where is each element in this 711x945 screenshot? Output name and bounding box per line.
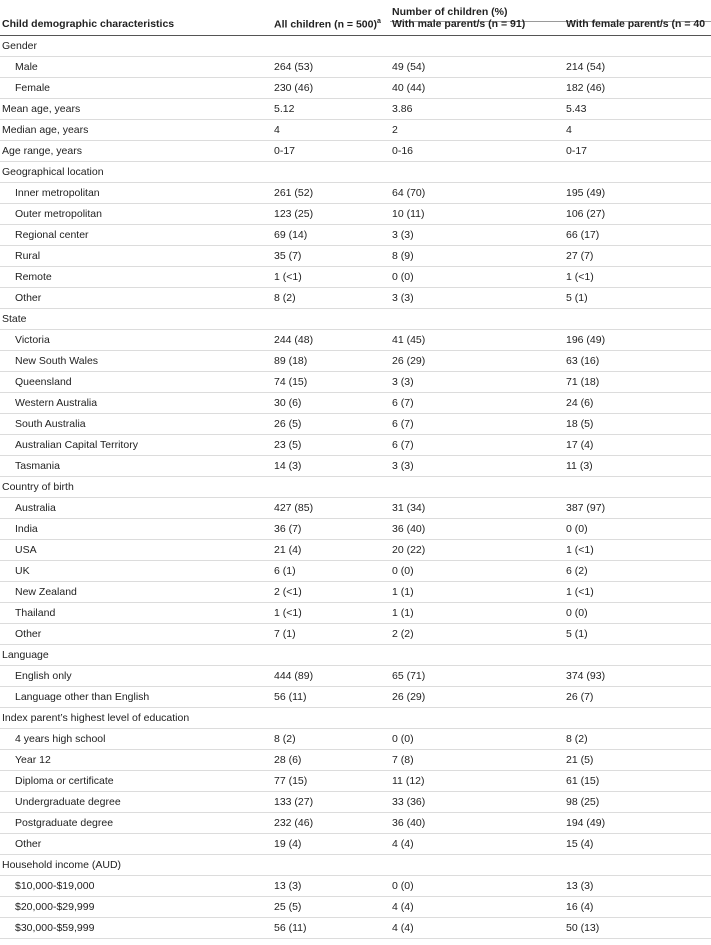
header-all-children-text: All children (n = 500) <box>274 18 377 31</box>
table-header <box>0 0 711 38</box>
cell-all-children: 232 (46) <box>274 817 314 829</box>
cell-male-parents: 26 (29) <box>392 691 426 703</box>
cell-female-parents: 195 (49) <box>566 187 606 199</box>
row-label: Diploma or certificate <box>15 775 114 787</box>
table-row <box>0 750 711 771</box>
table-row <box>0 918 711 939</box>
cell-male-parents: 0-16 <box>392 145 414 157</box>
row-label: Rural <box>15 250 41 262</box>
row-label: Other <box>15 838 42 850</box>
cell-male-parents: 64 (70) <box>392 187 426 199</box>
row-label: Other <box>15 292 42 304</box>
table-row <box>0 498 711 519</box>
section-row <box>0 162 711 183</box>
cell-all-children: 74 (15) <box>274 376 308 388</box>
table-row <box>0 57 711 78</box>
cell-male-parents: 6 (7) <box>392 439 414 451</box>
cell-female-parents: 50 (13) <box>566 922 600 934</box>
table-row <box>0 834 711 855</box>
cell-male-parents: 7 (8) <box>392 754 414 766</box>
table-row <box>0 687 711 708</box>
cell-all-children: 25 (5) <box>274 901 302 913</box>
cell-female-parents: 8 (2) <box>566 733 588 745</box>
cell-all-children: 56 (11) <box>274 691 307 703</box>
row-label: Queensland <box>15 376 72 388</box>
cell-female-parents: 1 (<1) <box>566 586 594 598</box>
cell-all-children: 5.12 <box>274 103 295 115</box>
row-label: Postgraduate degree <box>15 817 114 829</box>
table-row <box>0 393 711 414</box>
row-label: $10,000-$19,000 <box>15 880 95 892</box>
cell-female-parents: 21 (5) <box>566 754 594 766</box>
cell-all-children: 244 (48) <box>274 334 314 346</box>
cell-male-parents: 4 (4) <box>392 922 414 934</box>
table-row <box>0 288 711 309</box>
cell-all-children: 1 (<1) <box>274 271 302 283</box>
cell-male-parents: 0 (0) <box>392 565 414 577</box>
table-row <box>0 330 711 351</box>
cell-male-parents: 3 (3) <box>392 460 414 472</box>
cell-all-children: 8 (2) <box>274 292 296 304</box>
cell-all-children: 7 (1) <box>274 628 296 640</box>
cell-female-parents: 66 (17) <box>566 229 600 241</box>
cell-female-parents: 27 (7) <box>566 250 594 262</box>
cell-female-parents: 61 (15) <box>566 775 600 787</box>
cell-all-children: 14 (3) <box>274 460 302 472</box>
cell-male-parents: 36 (40) <box>392 523 426 535</box>
cell-all-children: 6 (1) <box>274 565 296 577</box>
table-row <box>0 582 711 603</box>
table-row <box>0 792 711 813</box>
row-label: Mean age, years <box>2 103 81 115</box>
cell-female-parents: 1 (<1) <box>566 271 594 283</box>
cell-male-parents: 0 (0) <box>392 880 414 892</box>
cell-all-children: 2 (<1) <box>274 586 302 598</box>
row-label: Language <box>2 649 49 661</box>
row-label: 4 years high school <box>15 733 106 745</box>
table-row <box>0 267 711 288</box>
table-row <box>0 456 711 477</box>
cell-male-parents: 6 (7) <box>392 418 414 430</box>
table-row <box>0 246 711 267</box>
table-row <box>0 225 711 246</box>
cell-male-parents: 40 (44) <box>392 82 426 94</box>
cell-female-parents: 4 <box>566 124 572 136</box>
cell-male-parents: 10 (11) <box>392 208 425 220</box>
cell-female-parents: 63 (16) <box>566 355 600 367</box>
cell-male-parents: 3 (3) <box>392 376 414 388</box>
cell-female-parents: 15 (4) <box>566 838 594 850</box>
row-label: New South Wales <box>15 355 99 367</box>
row-label: Country of birth <box>2 481 74 493</box>
cell-female-parents: 98 (25) <box>566 796 600 808</box>
cell-male-parents: 4 (4) <box>392 901 414 913</box>
cell-female-parents: 196 (49) <box>566 334 606 346</box>
header-all-children <box>274 18 381 31</box>
table-row <box>0 876 711 897</box>
section-row <box>0 309 711 330</box>
cell-female-parents: 11 (3) <box>566 460 593 472</box>
cell-male-parents: 0 (0) <box>392 271 414 283</box>
table-row <box>0 183 711 204</box>
row-label: Australia <box>15 502 56 514</box>
cell-male-parents: 1 (1) <box>392 586 414 598</box>
section-row <box>0 36 711 57</box>
cell-male-parents: 11 (12) <box>392 775 425 787</box>
table-row <box>0 771 711 792</box>
table-row <box>0 624 711 645</box>
table-row <box>0 435 711 456</box>
table-row <box>0 540 711 561</box>
cell-all-children: 123 (25) <box>274 208 314 220</box>
header-male-parents: With male parent/s (n = 91) <box>392 18 526 30</box>
cell-all-children: 19 (4) <box>274 838 302 850</box>
table-row <box>0 351 711 372</box>
cell-all-children: 56 (11) <box>274 922 307 934</box>
cell-female-parents: 0 (0) <box>566 607 588 619</box>
row-label: USA <box>15 544 37 556</box>
cell-female-parents: 0-17 <box>566 145 588 157</box>
row-label: Geographical location <box>2 166 104 178</box>
row-label: Household income (AUD) <box>2 859 122 871</box>
row-label: New Zealand <box>15 586 77 598</box>
cell-all-children: 230 (46) <box>274 82 314 94</box>
cell-all-children: 77 (15) <box>274 775 308 787</box>
cell-female-parents: 13 (3) <box>566 880 594 892</box>
cell-male-parents: 4 (4) <box>392 838 414 850</box>
cell-all-children: 4 <box>274 124 280 136</box>
table-body <box>0 36 711 939</box>
cell-all-children: 35 (7) <box>274 250 302 262</box>
row-label: Tasmania <box>15 460 60 472</box>
table-row <box>0 561 711 582</box>
row-label: Gender <box>2 40 38 52</box>
section-row <box>0 855 711 876</box>
footnote-marker: a <box>377 18 381 25</box>
row-label: UK <box>15 565 30 577</box>
cell-female-parents: 71 (18) <box>566 376 600 388</box>
row-label: Male <box>15 61 38 73</box>
table-row <box>0 729 711 750</box>
row-label: Regional center <box>15 229 89 241</box>
cell-male-parents: 49 (54) <box>392 61 426 73</box>
cell-female-parents: 214 (54) <box>566 61 606 73</box>
row-label: Female <box>15 82 51 94</box>
cell-male-parents: 3.86 <box>392 103 413 115</box>
row-label: India <box>15 523 38 535</box>
cell-female-parents: 5 (1) <box>566 292 588 304</box>
row-label: Other <box>15 628 42 640</box>
section-row <box>0 120 711 141</box>
row-label: State <box>2 313 27 325</box>
cell-male-parents: 6 (7) <box>392 397 414 409</box>
cell-all-children: 13 (3) <box>274 880 302 892</box>
section-row <box>0 141 711 162</box>
cell-all-children: 69 (14) <box>274 229 308 241</box>
table-row <box>0 603 711 624</box>
row-label: Language other than English <box>15 691 150 703</box>
cell-all-children: 23 (5) <box>274 439 302 451</box>
header-characteristics: Child demographic characteristics <box>2 18 175 30</box>
table-row <box>0 204 711 225</box>
row-label: Age range, years <box>2 145 82 157</box>
cell-all-children: 444 (89) <box>274 670 314 682</box>
cell-all-children: 21 (4) <box>274 544 302 556</box>
cell-all-children: 0-17 <box>274 145 296 157</box>
cell-female-parents: 6 (2) <box>566 565 588 577</box>
cell-all-children: 133 (27) <box>274 796 314 808</box>
row-label: $30,000-$59,999 <box>15 922 95 934</box>
row-label: Median age, years <box>2 124 89 136</box>
table-row <box>0 414 711 435</box>
section-row <box>0 708 711 729</box>
cell-all-children: 36 (7) <box>274 523 302 535</box>
cell-female-parents: 17 (4) <box>566 439 594 451</box>
cell-male-parents: 3 (3) <box>392 229 414 241</box>
row-label: Inner metropolitan <box>15 187 100 199</box>
row-label: Year 12 <box>15 754 51 766</box>
row-label: Victoria <box>15 334 50 346</box>
row-label: Outer metropolitan <box>15 208 102 220</box>
row-label: Australian Capital Territory <box>15 439 138 451</box>
cell-all-children: 89 (18) <box>274 355 308 367</box>
cell-female-parents: 5.43 <box>566 103 587 115</box>
cell-all-children: 30 (6) <box>274 397 302 409</box>
table-row <box>0 897 711 918</box>
section-row <box>0 99 711 120</box>
cell-all-children: 1 (<1) <box>274 607 302 619</box>
cell-female-parents: 182 (46) <box>566 82 606 94</box>
cell-female-parents: 0 (0) <box>566 523 588 535</box>
cell-female-parents: 1 (<1) <box>566 544 594 556</box>
cell-female-parents: 18 (5) <box>566 418 594 430</box>
table-row <box>0 78 711 99</box>
section-row <box>0 645 711 666</box>
table-row <box>0 813 711 834</box>
row-label: Undergraduate degree <box>15 796 121 808</box>
cell-male-parents: 0 (0) <box>392 733 414 745</box>
row-label: $20,000-$29,999 <box>15 901 95 913</box>
cell-all-children: 28 (6) <box>274 754 302 766</box>
cell-female-parents: 387 (97) <box>566 502 606 514</box>
cell-male-parents: 2 (2) <box>392 628 414 640</box>
cell-male-parents: 31 (34) <box>392 502 426 514</box>
cell-female-parents: 16 (4) <box>566 901 594 913</box>
table-row <box>0 666 711 687</box>
cell-female-parents: 374 (93) <box>566 670 606 682</box>
row-label: Thailand <box>15 607 56 619</box>
cell-all-children: 264 (53) <box>274 61 314 73</box>
cell-female-parents: 194 (49) <box>566 817 606 829</box>
row-label: South Australia <box>15 418 86 430</box>
header-female-parents: With female parent/s (n = 40 <box>566 18 706 30</box>
cell-male-parents: 8 (9) <box>392 250 414 262</box>
cell-female-parents: 5 (1) <box>566 628 588 640</box>
row-label: Remote <box>15 271 52 283</box>
section-row <box>0 477 711 498</box>
cell-male-parents: 1 (1) <box>392 607 414 619</box>
cell-all-children: 427 (85) <box>274 502 314 514</box>
cell-male-parents: 26 (29) <box>392 355 426 367</box>
table-row <box>0 372 711 393</box>
cell-male-parents: 65 (71) <box>392 670 426 682</box>
cell-male-parents: 3 (3) <box>392 292 414 304</box>
cell-male-parents: 2 <box>392 124 398 136</box>
row-label: Western Australia <box>15 397 98 409</box>
cell-male-parents: 20 (22) <box>392 544 426 556</box>
table-row <box>0 519 711 540</box>
cell-female-parents: 24 (6) <box>566 397 594 409</box>
cell-male-parents: 36 (40) <box>392 817 426 829</box>
cell-male-parents: 33 (36) <box>392 796 426 808</box>
cell-male-parents: 41 (45) <box>392 334 426 346</box>
row-label: English only <box>15 670 72 682</box>
cell-all-children: 26 (5) <box>274 418 302 430</box>
cell-female-parents: 26 (7) <box>566 691 594 703</box>
row-label: Index parent’s highest level of education <box>2 712 190 724</box>
cell-female-parents: 106 (27) <box>566 208 606 220</box>
cell-all-children: 8 (2) <box>274 733 296 745</box>
column-group-label: Number of children (%) <box>392 6 508 18</box>
cell-all-children: 261 (52) <box>274 187 314 199</box>
